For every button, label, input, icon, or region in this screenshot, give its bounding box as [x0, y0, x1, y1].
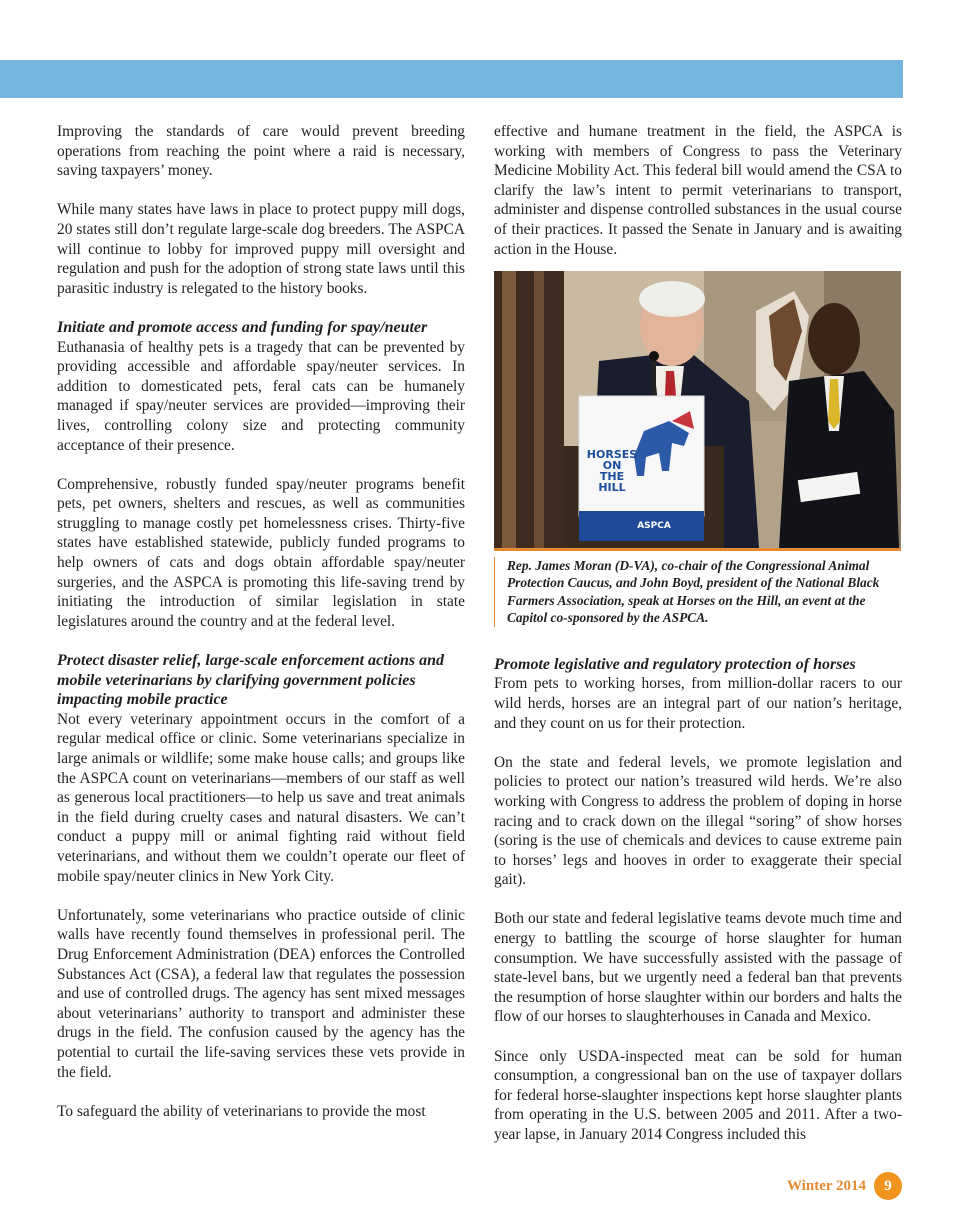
body-paragraph: Euthanasia of healthy pets is a tragedy that can be prevented by providing accessible and affordable spay/neuter services. In addition to domesticated pets, feral cats can be humanely managed if spay/neuter services are provided—improving their lives, controlling colony size and protecting community acceptance of their presence. — [57, 338, 465, 454]
section-heading-horses: Promote legislative and regulatory protection of horses — [494, 655, 856, 673]
body-paragraph: Since only USDA-inspected meat can be sold for human consumption, a congressional ban on the use of taxpayer dollars for federal horse-slaughter inspections kept horse slaughter plants from operating in the U.S. between 2005 and 2011. After a two-year lapse, in January 2014 Congress included this — [494, 1047, 902, 1143]
photo-caption: Rep. James Moran (D-VA), co-chair of the Congressional Animal Protection Caucus, and John Boyd, president of the National Black Farmers Association, speak at Horses on the Hill, an event at the Capitol co-sponsored by the ASPCA. — [494, 557, 902, 627]
body-paragraph: effective and humane treatment in the field, the ASPCA is working with members of Congress to pass the Veterinary Medicine Mobility Act. This federal bill would amend the CSA to clarify the law’s intent to permit veterinarians to transport, administer and dispense controlled substances in the usual course of their practices. It passed the Senate in January and is awaiting action in the House. — [494, 123, 902, 258]
left-column — [57, 122, 465, 1121]
body-paragraph: On the state and federal levels, we promote legislation and policies to protect our nation’s treasured wild herds. We’re also working with Congress to address the problem of doping in horse racing and to crack down on the illegal “soring” of show horses (soring is the use of chemicals and devices to cause extreme pain to horses’ legs and hooves in order to exaggerate their special gait). — [494, 753, 902, 889]
body-paragraph: Not every veterinary appointment occurs in the comfort of a regular medical office or clinic. Some veterinarians specialize in large animals or wildlife; some make house calls; and groups like the ASPCA count on veterinarians—members of our staff as well as generous local practitioners—to help us save and treat animals in the field during cruelty cases and natural disasters. We can’t conduct a puppy mill or animal fighting raid without field veterinarians, and without them we couldn’t operate our fleet of mobile spay/neuter clinics in New York City. — [57, 710, 465, 885]
body-paragraph: Unfortunately, some veterinarians who practice outside of clinic walls have recently found themselves in professional peril. The Drug Enforcement Administration (DEA) enforces the Controlled Substances Act (CSA), a federal law that regulates the possession and use of controlled drugs. The agency has sent mixed messages about veterinarians’ authority to transport and administer these drugs in the field. The confusion caused by the agency has the potential to curtail the life-saving services these vets provide in the field. — [57, 906, 465, 1081]
body-paragraph: To safeguard the ability of veterinarians to provide the most — [57, 1102, 426, 1120]
sign-text-line: HORSES — [586, 447, 638, 461]
issue-label: Winter 2014 — [786, 1177, 866, 1194]
section-heading-mobile-veterinarians: Protect disaster relief, large-scale enforcement actions and mobile veterinarians by clarifying government policies impacting mobile practice — [57, 652, 445, 709]
sign-text-line: ON — [602, 458, 622, 472]
event-photo — [494, 271, 901, 548]
event-photo-illustration — [494, 271, 901, 548]
page-number: 9 — [874, 1172, 902, 1200]
body-paragraph: Improving the standards of care would prevent breeding operations from reaching the point where a raid is necessary, saving taxpayers’ money. — [57, 123, 465, 180]
page-footer — [787, 1172, 902, 1200]
sign-text-line: THE — [599, 469, 625, 483]
header-color-band — [0, 60, 903, 98]
right-column — [494, 122, 902, 1145]
photo-divider — [494, 548, 901, 551]
section-heading-spay-neuter: Initiate and promote access and funding for spay/neuter — [57, 318, 428, 336]
body-paragraph: From pets to working horses, from million-dollar racers to our wild herds, horses are an integral part of our nation’s heritage, and they count on us for their protection. — [494, 675, 902, 732]
sign-text-line: HILL — [598, 480, 626, 494]
sign-logo-text: ASPCA — [637, 520, 671, 531]
body-paragraph: While many states have laws in place to protect puppy mill dogs, 20 states still don’t regulate large-scale dog breeders. The ASPCA will continue to lobby for improved puppy mill oversight and regulation and push for the adoption of strong state laws until this parasitic industry is relegated to the history books. — [57, 201, 465, 297]
body-paragraph: Comprehensive, robustly funded spay/neuter programs benefit pets, pet owners, shelters and rescues, as well as communities struggling to manage costly pet homelessness crises. Thirty-five states have established statewide, publicly funded programs to help owners of cats and dogs obtain affordable spay/neuter surgeries, and the ASPCA is promoting this life-saving trend by initiating the introduction of similar legislation in state legislatures around the country and at the federal level. — [57, 475, 465, 630]
body-paragraph: Both our state and federal legislative teams devote much time and energy to battling the scourge of horse slaughter for human consumption. We have successfully assisted with the passage of state-level bans, but we urgently need a federal ban that prevents the resumption of horse slaughter within our borders and halts the flow of our horses to slaughterhouses in Canada and Mexico. — [494, 910, 902, 1026]
